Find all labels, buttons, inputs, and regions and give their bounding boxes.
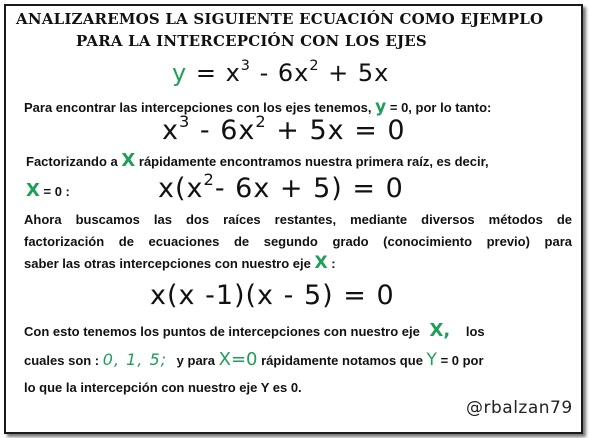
eq2-exp3: 3 — [178, 112, 191, 131]
p5-text-d: y para — [176, 353, 215, 368]
p1-y-symbol: y — [375, 97, 387, 117]
p4-text-b: : — [331, 256, 336, 271]
title-line-2: PARA LA INTERCEPCIÓN CON LOS EJES — [76, 32, 427, 50]
p5-text-c: cuales son : — [24, 353, 100, 368]
equation-2 — [162, 112, 406, 146]
paragraph-5-line-3: lo que la intercepción con nuestro eje Y es 0. — [24, 380, 302, 395]
equation-3 — [158, 170, 404, 204]
p5-text-f: = 0 por — [440, 353, 484, 368]
author-signature: @rbalzan79 — [466, 398, 573, 418]
root-zero-label — [26, 180, 70, 201]
p2-text-a: Factorizando a — [26, 154, 118, 169]
paragraph-4-line-2: factorización de ecuaciones de segundo grado (conocimiento previo) para — [24, 234, 572, 249]
main-eq-exp2: 2 — [309, 58, 320, 74]
paragraph-5-line-1 — [24, 320, 485, 341]
paragraph-5-line-2 — [24, 349, 484, 370]
eq3-part-b: - 6x + 5) = 0 — [214, 173, 404, 205]
main-equation — [172, 58, 389, 87]
main-eq-y: y — [172, 58, 188, 87]
eq3-part-a: x(x — [158, 173, 204, 205]
equation-4: x(x -1)(x - 5) = 0 — [150, 280, 395, 311]
p5-text-a: Con esto tenemos los puntos de intercepciones con nuestro eje — [24, 324, 420, 339]
p5-text-e: rápidamente notamos que — [261, 353, 423, 368]
p4-text-a: saber las otras intercepciones con nuestro eje — [24, 256, 311, 271]
paragraph-4-line-1: Ahora buscamos las dos raíces restantes, mediante diversos métodos de — [24, 212, 572, 227]
p1-text-b: = 0, por lo tanto: — [389, 100, 492, 115]
eq3-exp2: 2 — [203, 170, 215, 189]
p4-x-symbol: X — [314, 253, 328, 273]
main-eq-term3: + 5x — [328, 58, 390, 87]
paragraph-4-line-3 — [24, 253, 336, 273]
p3-text: = 0 : — [43, 184, 70, 199]
p1-text-a: Para encontrar las intercepciones con los ejes tenemos, — [24, 100, 372, 115]
paragraph-2 — [26, 150, 489, 171]
p2-x-symbol: X — [121, 150, 136, 171]
main-eq-term2: - 6x — [259, 58, 310, 87]
p5-x-symbol: X, — [429, 320, 451, 341]
p5-x-equals-zero: X=0 — [218, 349, 258, 370]
main-eq-exp3: 3 — [240, 58, 251, 74]
eq2-term2: - 6x — [199, 115, 256, 147]
p3-x-symbol: X — [26, 180, 40, 201]
p5-text-b: los — [465, 324, 485, 339]
eq2-term3: + 5x = 0 — [276, 115, 406, 147]
main-eq-rhs: = x — [195, 58, 241, 87]
eq2-exp2: 2 — [255, 112, 267, 131]
p2-text-b: rápidamente encontramos nuestra primera raíz, es decir, — [138, 154, 489, 169]
eq2-x: x — [162, 115, 179, 147]
title-line-1: ANALIZAREMOS LA SIGUIENTE ECUACIÓN COMO EJEMPLO — [16, 10, 544, 28]
p5-y-symbol: Y — [426, 350, 437, 370]
p5-roots: 0, 1, 5; — [102, 350, 168, 369]
